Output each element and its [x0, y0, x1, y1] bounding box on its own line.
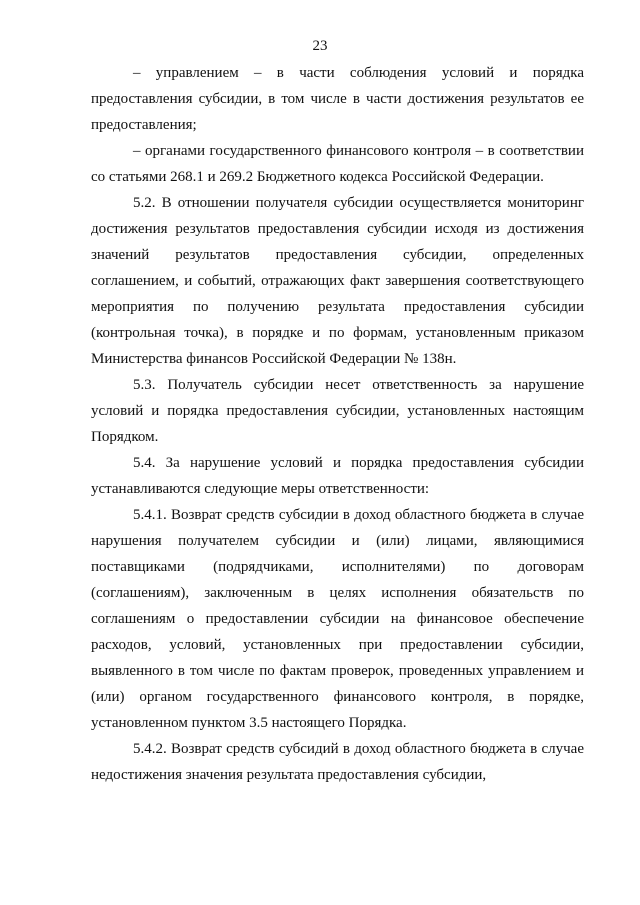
paragraph-control-by-administration: – управлением – в части соблюдения условий и порядка предоставления субсидии, в том числе в части достижения результатов ее предоставления; — [91, 65, 584, 133]
paragraph-5-4-1-return-funds: 5.4.1. Возврат средств субсидии в доход областного бюджета в случае нарушения получателем субсидии и (или) лицами, являющимися поставщиками (подрядчиками, исполнителями) по договорам (соглашениям), заключенным в целях исполнения обязательств по соглашениям о предоставлении субсидии на финансовое обеспечение расходов, условий, установленных при предоставлении субсидии, выявленного в том числе по фактам проверок, проведенных управлением и (или) органом государственного финансового контроля, в порядке, установленном пунктом 3.5 настоящего Порядка. — [91, 507, 584, 731]
paragraph-5-4-measures: 5.4. За нарушение условий и порядка предоставления субсидии устанавливаются следующие меры ответственности: — [91, 455, 584, 497]
document-body — [91, 60, 584, 788]
paragraph-control-by-finance-authority: – органами государственного финансового контроля – в соответствии со статьями 268.1 и 269.2 Бюджетного кодекса Российской Федерации. — [91, 143, 584, 185]
page-number: 23 — [312, 38, 328, 54]
paragraph-5-2-monitoring: 5.2. В отношении получателя субсидии осуществляется мониторинг достижения результатов предоставления субсидии исходя из достижения значений результатов предоставления субсидии, определенных соглашением, и событий, отражающих факт завершения соответствующего мероприятия по получению результата предоставления субсидии (контрольная точка), в порядке и по формам, установленным приказом Министерства финансов Российской Федерации № 138н. — [91, 195, 584, 367]
paragraph-5-3-responsibility: 5.3. Получатель субсидии несет ответственность за нарушение условий и порядка предоставления субсидии, установленных настоящим Порядком. — [91, 377, 584, 445]
paragraph-5-4-2-return-funds: 5.4.2. Возврат средств субсидий в доход областного бюджета в случае недостижения значения результата предоставления субсидии, — [91, 741, 584, 783]
